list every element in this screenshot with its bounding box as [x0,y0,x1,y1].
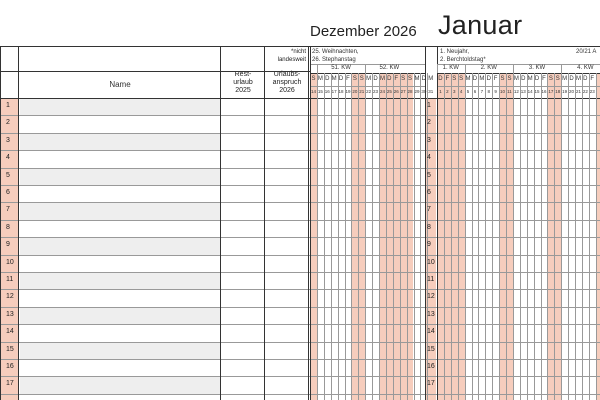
january-week-label: 2. KW [480,65,497,71]
january-day-line [596,73,597,400]
january-day-line [554,73,555,400]
january-date: 6 [473,89,477,94]
december-day-line [407,73,408,400]
january-holiday-right: 20/21 A [576,49,597,55]
january-day-line [472,73,473,400]
january-day-line [485,73,486,400]
january-date: 12 [513,89,519,94]
rownum-divider [18,46,19,400]
december-weekday: S [401,76,406,82]
december-weekday: S [408,76,413,82]
january-day-line [527,73,528,400]
december-date: 30 [421,89,427,94]
january-start [437,46,438,400]
december-date: 25 [386,89,392,94]
december-day-line [414,73,415,400]
january-day-line [547,73,548,400]
date-row-line [310,86,425,87]
january-date: 5 [466,89,470,94]
top-border [0,46,600,47]
january-weekday: F [445,76,450,82]
january-date: 4 [459,89,463,94]
row-separator [0,202,600,203]
january-day-line [582,73,583,400]
claim-divider [308,46,309,400]
row-separator [0,115,600,116]
december-weekday: D [421,76,426,82]
row-number: 7 [6,206,10,214]
december-day-line [351,73,352,400]
row-separator [0,237,600,238]
january-weekday: D [438,76,443,82]
january-weekday: S [452,76,457,82]
january-week-label: 4. KW [577,65,594,71]
week-tick [513,64,514,73]
row-separator [0,376,600,377]
row-number-january: 6 [427,189,431,196]
december-date: 26 [393,89,399,94]
row-number: 3 [6,136,10,144]
weekday-row-top [310,73,425,74]
january-date: 9 [494,89,497,94]
january-day-line [465,73,466,400]
january-week-label: 3. KW [528,65,546,71]
december-holiday-1: 25. Weihnachten, [312,49,359,55]
december-day-line [400,73,401,400]
january-date: 21 [575,89,581,94]
name-column-header: Name [109,80,131,89]
january-date: 11 [507,89,512,94]
december-weekday: F [346,76,350,82]
row-number-january: 5 [427,171,431,179]
vacation-claim-line3: 2026 [279,87,295,94]
row-number-january: 4 [427,154,431,162]
january-date: 19 [562,89,568,94]
rest-vacation-line3: 2025 [235,87,251,94]
december-weekday: D [387,76,392,82]
january-date: 17 [548,89,554,94]
december-weekday: S [311,76,316,82]
december-date: 20 [352,89,358,94]
row-number: 14 [6,328,14,336]
december-weekday: M [414,76,420,82]
december-date: 31 [428,89,434,94]
january-weekday: M [562,76,568,82]
week-tick [317,64,318,73]
january-holiday-1: 1. Neujahr, [440,49,470,55]
row-shade [20,237,220,254]
january-date: 8 [487,89,490,94]
january-weekday: S [548,76,553,82]
row-number-january: 8 [427,223,431,231]
row-number: 11 [6,276,14,283]
row-number: 13 [6,310,14,318]
january-weekday: F [590,76,595,82]
december-title: Dezember 2026 [310,23,417,40]
row-number: 17 [6,380,14,388]
december-day-line [393,73,394,400]
row-separator [0,150,600,151]
december-day-line [386,73,387,400]
december-weekday: M [366,76,372,82]
january-weekday: S [507,76,512,82]
january-weekday: F [493,76,498,82]
december-week-label: 51. KW [331,65,351,71]
january-date: 14 [527,89,533,94]
january-date: 7 [480,89,484,94]
january-day-line [589,73,590,400]
january-date: 13 [520,89,526,94]
row-shade [20,342,220,359]
row-number: 8 [6,223,10,231]
row-number: 1 [6,102,10,109]
row-number: 16 [6,363,14,370]
rest-vacation-line1: Rest- [234,71,252,78]
name-divider [220,46,221,400]
january-weekday: M [465,76,471,82]
december-day-line [338,73,339,400]
january-weekday: D [486,76,491,82]
row-number-january: 16 [427,363,435,370]
row-number: 5 [6,171,10,179]
january-weekday: M [527,76,533,82]
december-weekday: D [373,76,378,82]
january-date: 22 [582,89,588,94]
january-date: 18 [555,89,561,94]
row-separator [0,220,600,221]
december-weekday: D [325,76,330,82]
january-weekday: M [575,76,581,82]
january-day-line [534,73,535,400]
december-weekday: M [428,76,434,82]
january-day-line [520,73,521,400]
row-number-january: 13 [427,310,435,318]
december-day-line [317,73,318,400]
january-day-line [499,73,500,400]
january-day-line [561,73,562,400]
row-separator [0,289,600,290]
december-day-line [358,73,359,400]
december-weekday: S [352,76,357,82]
december-day-line [372,73,373,400]
december-weekday: F [394,76,399,82]
january-day-line [513,73,514,400]
header-bottom [0,98,600,99]
december-weekday: M [331,76,337,82]
december-date: 16 [324,89,330,94]
january-weekday: M [479,76,485,82]
row-number-january: 14 [427,328,435,336]
january-day-line [575,73,576,400]
not-nationwide-line2: landesweit [277,57,306,63]
january-date: 16 [541,89,547,94]
row-number: 15 [6,345,14,353]
january-date: 1 [439,89,442,94]
january-day-line [451,73,452,400]
december-weekday: D [338,76,344,82]
row-shade [20,98,220,115]
row-number-january: 12 [427,293,435,301]
week-tick [365,64,366,73]
december-date: 14 [310,89,316,94]
december-day-line [365,73,366,400]
vacation-claim-header [266,71,308,95]
january-weekday: D [534,76,540,82]
january-date: 2 [446,89,449,94]
row-shade [20,133,220,150]
row-number-january: 17 [427,380,435,388]
row-separator [0,359,600,360]
vacation-claim-line1: Urlaubs- [273,71,301,78]
row-number-january: 7 [427,206,431,214]
row-separator [0,394,600,395]
december-weekday: S [359,76,364,82]
december-day-line [345,73,346,400]
row-separator [0,272,600,273]
row-shade [20,202,220,219]
row-shade [20,168,220,185]
january-day-line [444,73,445,400]
december-date: 29 [414,89,420,94]
january-date: 10 [500,89,506,94]
row-separator [0,342,600,343]
january-weekday: S [500,76,505,82]
january-weekday: D [569,76,574,82]
row-number: 4 [6,154,10,162]
row-separator [0,307,600,308]
december-day-line [379,73,380,400]
january-day-line [506,73,507,400]
december-date: 24 [379,89,385,94]
row-separator [0,133,600,134]
january-weekday: S [555,76,560,82]
rest-divider [264,46,265,400]
december-weekday: M [379,76,385,82]
row-number: 2 [6,119,10,127]
december-date: 18 [338,89,344,94]
january-week-label: 1. KW [442,65,459,71]
week-tick [437,64,438,73]
december-holiday-2: 26. Stephanstag [312,57,356,63]
row-number: 9 [6,241,10,249]
january-day-line [458,73,459,400]
row-separator [0,255,600,256]
january-date: 23 [589,89,595,94]
row-number-january: 2 [427,119,431,127]
row-number: 12 [6,293,14,301]
week-tick [465,64,466,73]
december-date: 21 [359,89,365,94]
january-date: 3 [452,89,456,94]
january-day-line [568,73,569,400]
december-start [310,46,311,400]
january-weekday: M [513,76,519,82]
january-holiday-2: 2. Berchtoldstag* [440,57,486,63]
not-nationwide-note [250,48,306,64]
row-number-january: 9 [427,241,431,249]
december-date: 23 [373,89,379,94]
december-date: 27 [400,89,406,94]
december-date: 22 [366,89,372,94]
january-weekday: F [542,76,546,82]
january-weekday: D [472,76,478,82]
row-number-january: 15 [427,345,435,353]
january-title: Januar [438,10,523,40]
rest-vacation-line2: urlaub [233,79,253,86]
row-shade [20,272,220,289]
row-number-january: 3 [427,136,431,144]
december-date: 19 [345,89,351,94]
december-day-line [324,73,325,400]
row-number: 10 [6,258,14,266]
december-date: 28 [407,89,413,94]
january-day-line [478,73,479,400]
rest-vacation-header [222,71,264,95]
december-day-line [420,73,421,400]
january-day-line [492,73,493,400]
row-separator [0,185,600,186]
december-date: 17 [331,89,337,94]
december-date: 15 [317,89,323,94]
row-shade [20,376,220,393]
week-tick [561,64,562,73]
january-weekday: S [459,76,464,82]
january-weekday: D [583,76,588,82]
row-number-january: 10 [427,258,435,266]
january-date: 20 [569,89,575,94]
december-week-label: 52. KW [379,65,400,71]
row-number-january: 11 [427,276,435,283]
not-nationwide-line1: *nicht [290,49,306,55]
december-day-line [331,73,332,400]
row-shade [20,307,220,324]
january-weekday: D [521,76,526,82]
vacation-claim-line2: anspruch [272,79,302,86]
row-separator [0,168,600,169]
row-number-january: 1 [427,102,431,109]
january-day-line [541,73,542,400]
row-separator [0,324,600,325]
row-number: 6 [6,189,10,196]
january-date: 15 [534,89,540,94]
december-weekday: M [317,76,323,82]
